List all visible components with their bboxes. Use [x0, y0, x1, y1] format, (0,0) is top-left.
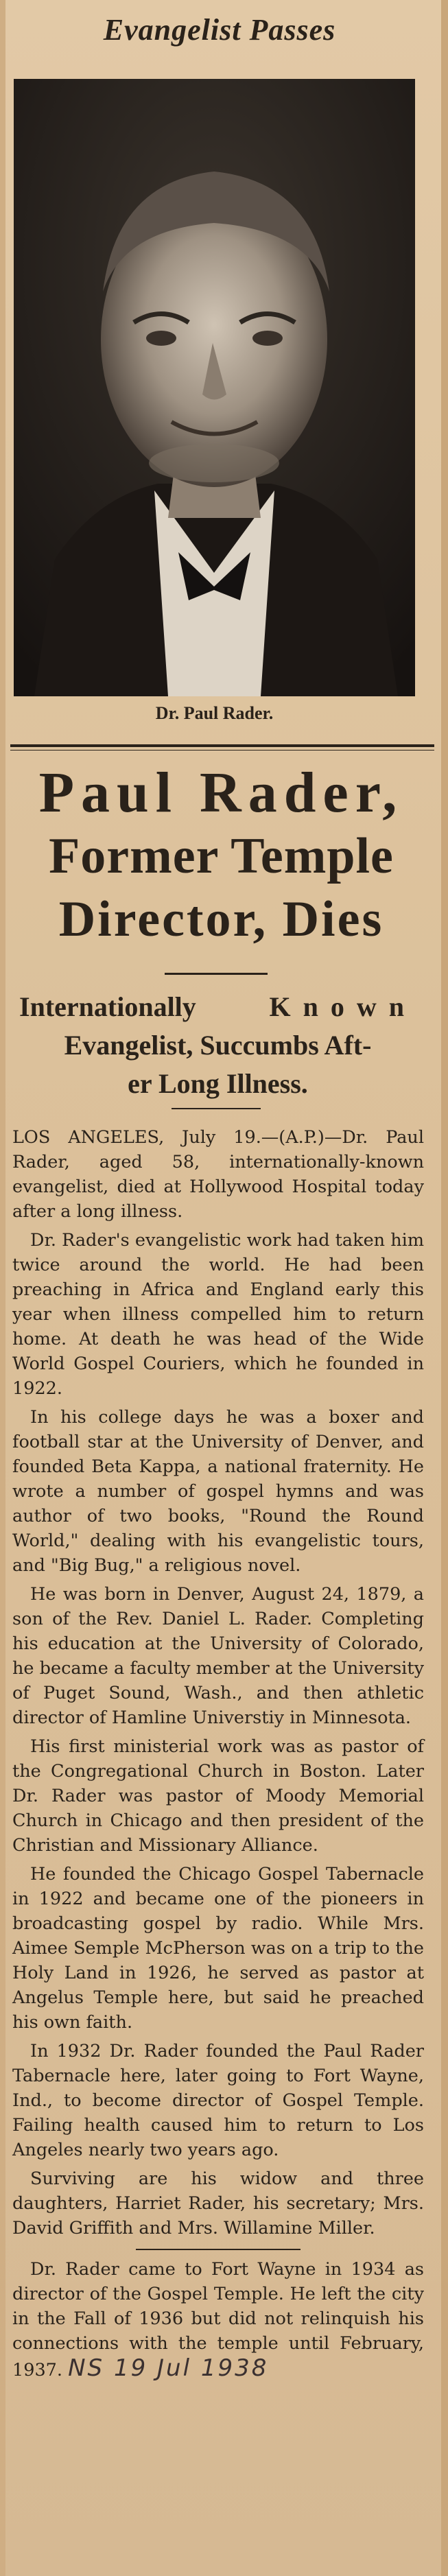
- deck-word-known: Known: [269, 991, 416, 1022]
- photo-caption: Dr. Paul Rader.: [155, 703, 274, 723]
- addendum-paragraph: [12, 2257, 424, 2383]
- paper-edge-right: [441, 0, 448, 2576]
- paragraph: Dr. Rader's evangelistic work had taken him twice around the world. He had been preaching in Africa and England early this year when illness compelled him to return home. At death he was head of the Wide World Gospel Couriers, which he founded in 1922.: [12, 1230, 424, 1399]
- paragraph: He founded the Chicago Gospel Tabernacle in 1922 and became one of the pioneers in broadcasting gospel by radio. While Mrs. Aimee Semple McPherson was on a trip to the Holy Land in 1926, he served as pastor at Angelus Temple here, but said he preached his own faith.: [12, 1864, 424, 2033]
- headline-divider: [165, 973, 268, 975]
- paragraph-dateline: LOS ANGELES, July 19.—(A.P.)—Dr. Paul Rader, aged 58, internationally-known evangelist, died at Hollywood Hospital today after a long illness.: [12, 1127, 424, 1222]
- deck-line-1: [14, 988, 422, 1026]
- portrait-illustration: [14, 79, 415, 696]
- kicker-heading: Evangelist Passes: [103, 13, 336, 47]
- handwritten-date-note: NS 19 Jul 1938: [68, 2354, 269, 2382]
- deck-line-3: er Long Illness.: [128, 1068, 308, 1099]
- divider-rule-thick: [10, 744, 434, 747]
- deck-word-internationally: Internationally: [19, 991, 196, 1022]
- addendum-text: Dr. Rader came to Fort Wayne in 1934 as director of the Gospel Temple. He left the city in the Fall of 1936 but did not relinquish his connections with the temple until February, 1937.: [12, 2259, 424, 2380]
- portrait-photo: [14, 79, 415, 696]
- deck-divider: [172, 1108, 261, 1109]
- paragraph: Surviving are his widow and three daughters, Harriet Rader, his secretary; Mrs. David Griffith and Mrs. Willamine Miller.: [12, 2169, 424, 2238]
- headline-line-2: Former Temple: [49, 828, 394, 884]
- divider-rule-thin: [10, 750, 434, 751]
- headline-line-1: Paul Rader,: [38, 761, 404, 825]
- paragraph: In 1932 Dr. Rader founded the Paul Rader Tabernacle here, later going to Fort Wayne, Ind., to become director of Gospel Temple. Failing health caused him to return to Los Angeles nearly two years ago.: [12, 2041, 424, 2160]
- article-body: [12, 1125, 424, 2387]
- deck-line-2: Evangelist, Succumbs Aft-: [64, 1030, 372, 1061]
- headline: [10, 761, 432, 951]
- paragraph: He was born in Denver, August 24, 1879, a son of the Rev. Daniel L. Rader. Completing his education at the University of Colorado, he became a faculty member at the University of Puget Sound, Wash., and then athletic director of Hamline Universtiy in Minnesota.: [12, 1584, 424, 1728]
- addendum-divider: [136, 2249, 300, 2250]
- paragraph: His first ministerial work was as pastor of the Congregational Church in Boston. Later Dr. Rader was pastor of Moody Memorial Church in Chicago and then president of the Christian and Missionary Alliance.: [12, 1736, 424, 1856]
- subheadline-deck: [14, 988, 422, 1103]
- headline-line-3: Director, Dies: [58, 891, 384, 947]
- paper-edge-left: [0, 0, 5, 2576]
- paragraph: In his college days he was a boxer and football star at the University of Denver, and founded Beta Kappa, a national fraternity. He wrote a number of gospel hymns and was author of two books, "Round the Round World," dealing with his evangelistic tours, and "Big Bug," a religious novel.: [12, 1407, 424, 1576]
